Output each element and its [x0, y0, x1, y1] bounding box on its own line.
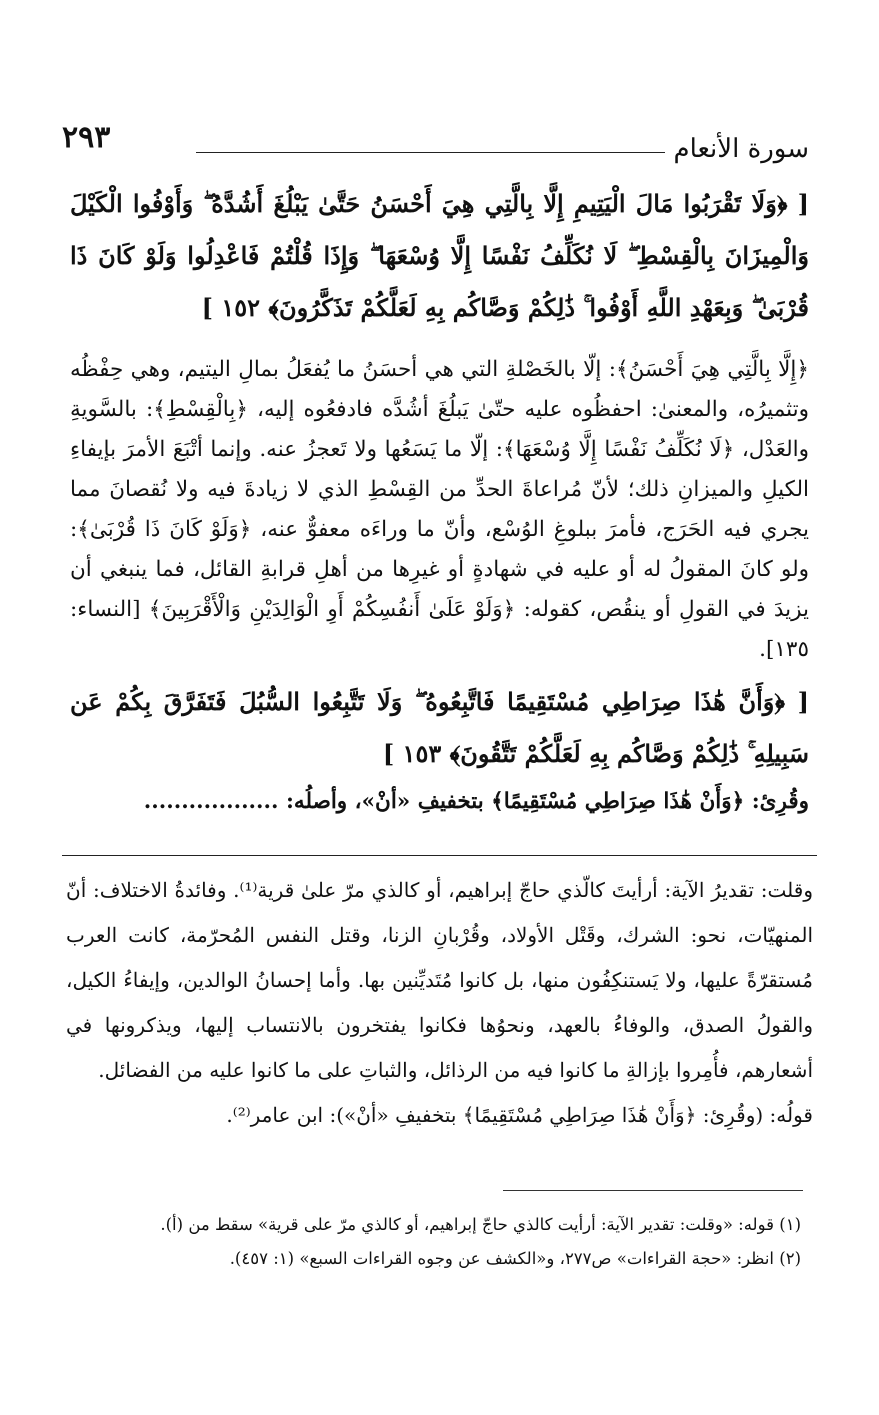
footnote-rule: [503, 1190, 803, 1191]
header-rule: [196, 152, 665, 153]
verse-152: [ ﴿وَلَا تَقْرَبُوا مَالَ الْيَتِيمِ إِلَّا بِالَّتِي هِيَ أَحْسَنُ حَتَّىٰ يَبْلُغَ أَشُدَّهُ ۖ وَأَوْفُوا الْكَيْلَ وَالْمِيزَانَ بِالْقِسْطِ ۖ لَا نُكَلِّفُ نَفْسًا إِلَّا وُسْعَهَا ۖ وَإِذَا قُلْتُمْ فَاعْدِلُوا وَلَوْ كَانَ ذَا قُرْبَىٰ ۖ وَبِعَهْدِ اللَّهِ أَوْفُوا ۚ ذَٰلِكُمْ وَصَّاكُم بِهِ لَعَلَّكُمْ تَذَكَّرُونَ﴾ ١٥٢ ]: [70, 189, 809, 322]
footnotes: [70, 1208, 801, 1276]
commentary-paragraph-reading: قولُه: (وقُرِئ: ﴿وَأَنْ هَٰذَا صِرَاطِي مُسْتَقِيمًا﴾ بتخفيفِ «أنْ»): ابن عامر⁽²⁾.: [226, 1103, 813, 1127]
page-header: [62, 118, 817, 168]
commentary-paragraph: وقلت: تقديرُ الآية: أرأيتَ كالّذي حاجّ إبراهيم، أو كالذي مرّ علىٰ قرية⁽¹⁾. وفائدةُ الاختلاف: أنّ المنهيّات، نحو: الشرك، وقَتْل الأولاد، وقُرْبانِ الزنا، وقتل النفس المُحرّمة، كانت العرب مُستقرّةً عليها، ولا يَستنكِفُون منها، بل كانوا مُتَديِّنين بها. وأما إحسانُ الوالدين، وإيفاءُ الكيل، والقولُ الصدق، والوفاءُ بالعهد، ونحوُها فكانوا يفتخرون بالانتساب إليها، ويذكرونها في أشعارهم، فأُمِروا بإزالةِ ما كانوا فيه من الرذائل، والثباتِ على ما كانوا عليه من الفضائل.: [66, 878, 813, 1082]
verse-153: [ ﴿وَأَنَّ هَٰذَا صِرَاطِي مُسْتَقِيمًا فَاتَّبِعُوهُ ۖ وَلَا تَتَّبِعُوا السُّبُلَ فَتَفَرَّقَ بِكُمْ عَن سَبِيلِهِ ۚ ذَٰلِكُمْ وَصَّاكُم بِهِ لَعَلَّكُمْ تَتَّقُونَ﴾ ١٥٣ ]: [70, 687, 809, 768]
commentary-section: [66, 868, 813, 1138]
footnote-1: (١) قوله: «وقلت: تقدير الآية: أرأيت كالذي حاجّ إبراهيم، أو كالذي مرّ على قرية» سقط من (أ).: [160, 1215, 801, 1234]
reading-note: وقُرِئ: ﴿وَأَنْ هَٰذَا صِرَاطِي مُسْتَقِيمًا﴾ بتخفيفِ «أنْ»، وأصلُه: ..................: [143, 789, 809, 814]
page-number: ٢٩٣: [62, 120, 111, 155]
main-text: [70, 178, 809, 822]
surah-title: سورة الأنعام: [673, 134, 809, 164]
main-separator-rule: [62, 855, 817, 856]
explanation-verse-152: ﴿إِلَّا بِالَّتِي هِيَ أَحْسَنُ﴾: إلّا بالخَصْلةِ التي هي أحسَنُ ما يُفعَلُ بمالِ اليتيم، وهي حِفْظُه وتثميرُه، والمعنىٰ: احفظُوه عليه حتّىٰ يَبلُغَ أشُدَّه فادفعُوه إليه، ﴿بِالْقِسْطِ﴾: بالسَّويةِ والعَدْل، ﴿لَا نُكَلِّفُ نَفْسًا إِلَّا وُسْعَهَا﴾: إلّا ما يَسَعُها ولا تَعجزُ عنه. وإنما أتْبَعَ الأمرَ بإيفاءِ الكيلِ والميزانِ ذلك؛ لأنّ مُراعاةَ الحدِّ من القِسْطِ الذي لا زيادةَ فيه ولا نُقصانَ مما يجري فيه الحَرَج، فأمرَ ببلوغِ الوُسْع، وأنّ ما وراءَه معفوٌّ عنه، ﴿وَلَوْ كَانَ ذَا قُرْبَىٰ﴾: ولو كانَ المقولُ له أو عليه في شهادةٍ أو غيرِها من أهلِ قرابةِ القائل، فما ينبغي أن يزيدَ في القولِ أو ينقُص، كقوله: ﴿وَلَوْ عَلَىٰ أَنفُسِكُمْ أَوِ الْوَالِدَيْنِ وَالْأَقْرَبِينَ﴾ [النساء: ١٣٥].: [70, 357, 809, 662]
footnote-2: (٢) انظر: «حجة القراءات» ص٢٧٧، و«الكشف عن وجوه القراءات السبع» (١: ٤٥٧).: [229, 1249, 801, 1268]
